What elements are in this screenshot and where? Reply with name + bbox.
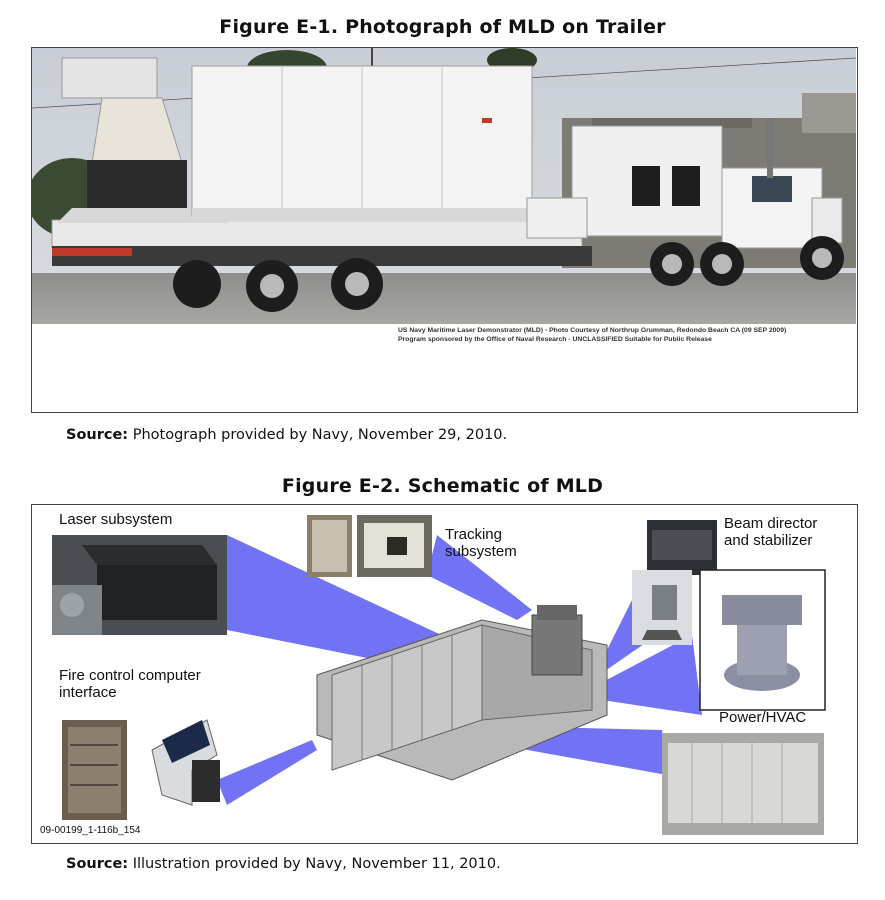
fire-control-image (62, 720, 220, 820)
figure-e2-title: Figure E-2. Schematic of MLD (281, 475, 604, 497)
figure-e2-frame (31, 504, 858, 844)
photo-caption-line-2: Program sponsored by the Office of Naval Research - UNCLASSIFIED Suitable for Public Release (398, 336, 712, 343)
label-beam-director-line2: and stabilizer (724, 532, 813, 549)
power-hvac-image (662, 733, 824, 835)
figure-e1-title: Figure E-1. Photograph of MLD on Trailer (219, 16, 666, 38)
source-text: Photograph provided by Navy, November 29, 2010. (128, 427, 508, 443)
figure-code-label: 09-00199_1-116b_154 (40, 825, 141, 836)
figure-e2-source (66, 856, 501, 872)
label-tracking-line2: subsystem (445, 543, 517, 560)
mld-trailer-photo (32, 48, 856, 324)
figure-e1-frame (31, 47, 858, 413)
figure-e1-source (66, 427, 507, 443)
tracking-subsystem-image (307, 515, 432, 577)
label-laser-subsystem: Laser subsystem (59, 511, 173, 528)
label-beam-director-line1: Beam director (724, 515, 818, 532)
beam-fire-control (217, 740, 317, 805)
laser-subsystem-image (52, 535, 227, 635)
label-power-hvac: Power/HVAC (719, 709, 807, 726)
label-fire-control-line2: interface (59, 684, 117, 701)
label-tracking-line1: Tracking (445, 526, 502, 543)
label-fire-control-line1: Fire control computer (59, 667, 201, 684)
mld-trailer-photo-art (32, 48, 856, 324)
source-label: Source: (66, 856, 129, 872)
photo-caption-line-1: US Navy Maritime Laser Demonstrator (MLD) - Photo Courtesy of Northrup Grumman, Redondo Beach CA (09 SEP 2009) (398, 327, 787, 334)
source-label: Source: (66, 427, 129, 443)
source-text: Illustration provided by Navy, November 11, 2010. (128, 856, 501, 872)
